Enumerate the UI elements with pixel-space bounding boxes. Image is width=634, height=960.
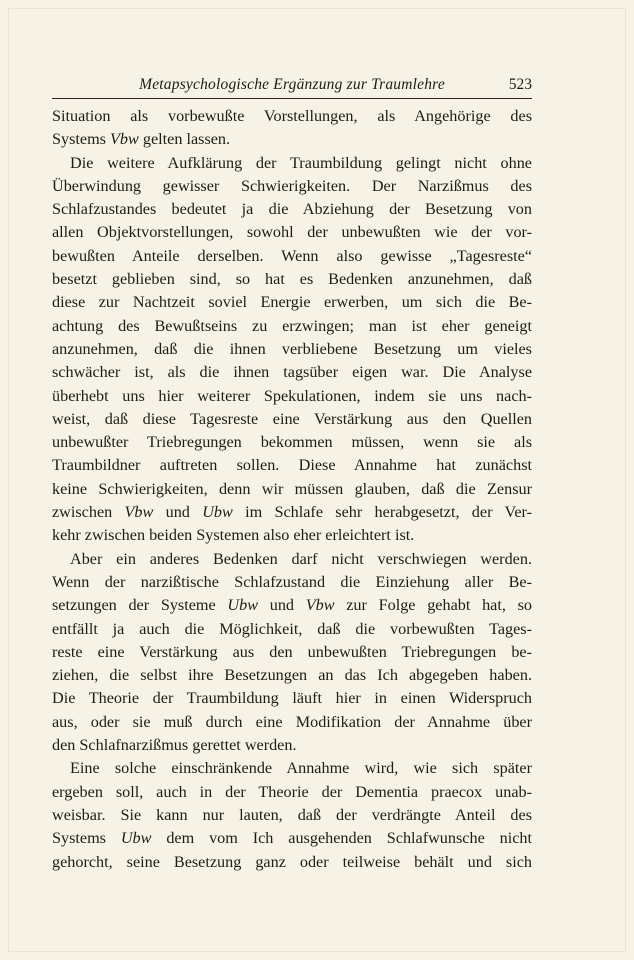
text-line: Wenn der narzißtische Schlafzustand die Einziehung aller Be- [52,572,532,591]
paragraph-start-line: Eine solche einschränkende Annahme wird, wie sich später [70,759,532,778]
text-line: ergeben soll, auch in der Theorie der Dementia praecox unab- [52,782,532,801]
text-line [52,105,532,128]
system-abbrev: Vbw [124,503,154,522]
text-line: kehr zwischen beiden Systemen also eher erleichtert ist. [52,526,415,545]
text-line [52,128,532,151]
text-line: ziehen, die selbst ihre Besetzungen an das Ich abgegeben haben. [52,666,532,685]
text-line [52,827,532,850]
paragraph-start-line: Die weitere Aufklärung der Traumbildung gelingt nicht ohne [70,153,532,172]
body-text [52,105,532,874]
text-span: setzungen der Systeme [52,596,228,615]
text-line: unbewußter Triebregungen bekommen müssen, wenn sie als [52,433,532,452]
system-abbrev: Vbw [305,596,335,615]
text-line: entfällt ja auch die Möglichkeit, daß die vorbewußten Tages- [52,619,532,638]
text-line: schwächer ist, als die ihnen tagsüber eigen war. Die Analyse [52,363,532,382]
text-line: bewußten Anteile derselben. Wenn also gewisse „Tagesreste“ [52,246,532,265]
text-line [52,501,532,524]
running-header [52,74,532,99]
text-line: weist, daß diese Tagesreste eine Verstärkung aus den Quellen [52,409,532,428]
text-line [52,594,532,617]
text-line: anzunehmen, daß die ihnen verbliebene Besetzung um vieles [52,339,532,358]
text-span: Situation als vorbewußte Vorstellungen, als Angehörige des [52,107,532,125]
text-line: achtung des Bewußtseins zu erzwingen; man ist eher geneigt [52,316,532,335]
text-line: Die Theorie der Traumbildung läuft hier in einen Widerspruch [52,689,532,708]
system-abbrev: Vbw [110,130,139,149]
text-line: reste eine Verstärkung aus den unbewußten Triebregungen be- [52,642,532,661]
text-line: weisbar. Sie kann nur lauten, daß der verdrängte Anteil des [52,805,532,824]
text-span: zwischen [52,503,125,522]
text-line: besetzt geblieben sind, so hat es Bedenken anzunehmen, daß [52,270,532,289]
text-span: und [258,596,306,615]
text-line: Traumbildner auftreten sollen. Diese Annahme hat zunächst [52,456,532,475]
text-span: zur Folge gehabt hat, so [334,596,532,615]
text-line: den Schlafnarzißmus gerettet werden. [52,736,297,755]
text-line: Überwindung gewisser Schwierigkeiten. Der Narzißmus des [52,176,532,195]
text-span: dem vom Ich ausgehenden Schlafwunsche nicht [151,829,532,848]
text-line: keine Schwierigkeiten, denn wir müssen glauben, daß die Zensur [52,479,532,498]
text-span: und [153,503,203,522]
text-line: Schlafzustandes bedeutet ja die Abziehung der Besetzung von [52,200,532,219]
text-line: gehorcht, seine Besetzung ganz oder teilweise behält und sich [52,852,532,871]
text-line: diese zur Nachtzeit soviel Energie erwerben, um sich die Be- [52,293,532,312]
page-number: 523 [508,76,532,93]
text-line: aus, oder sie muß durch eine Modifikation der Annahme über [52,712,532,731]
text-span: Systems [52,130,111,149]
text-line: überhebt uns hier weiterer Spekulationen, indem sie uns nach- [52,386,532,405]
text-span: Systems [52,829,121,848]
system-abbrev: Ubw [120,829,152,848]
text-span: gelten lassen. [138,130,231,149]
paragraph-start-line: Aber ein anderes Bedenken darf nicht verschwiegen werden. [70,549,532,568]
system-abbrev: Ubw [202,503,233,522]
running-title: Metapsychologische Ergänzung zur Traumlehre [139,76,445,93]
system-abbrev: Ubw [227,596,258,615]
text-span: im Schlafe sehr herabgesetzt, der Ver- [232,503,532,522]
text-line: allen Objektvorstellungen, sowohl der unbewußten wie der vor- [52,223,532,242]
